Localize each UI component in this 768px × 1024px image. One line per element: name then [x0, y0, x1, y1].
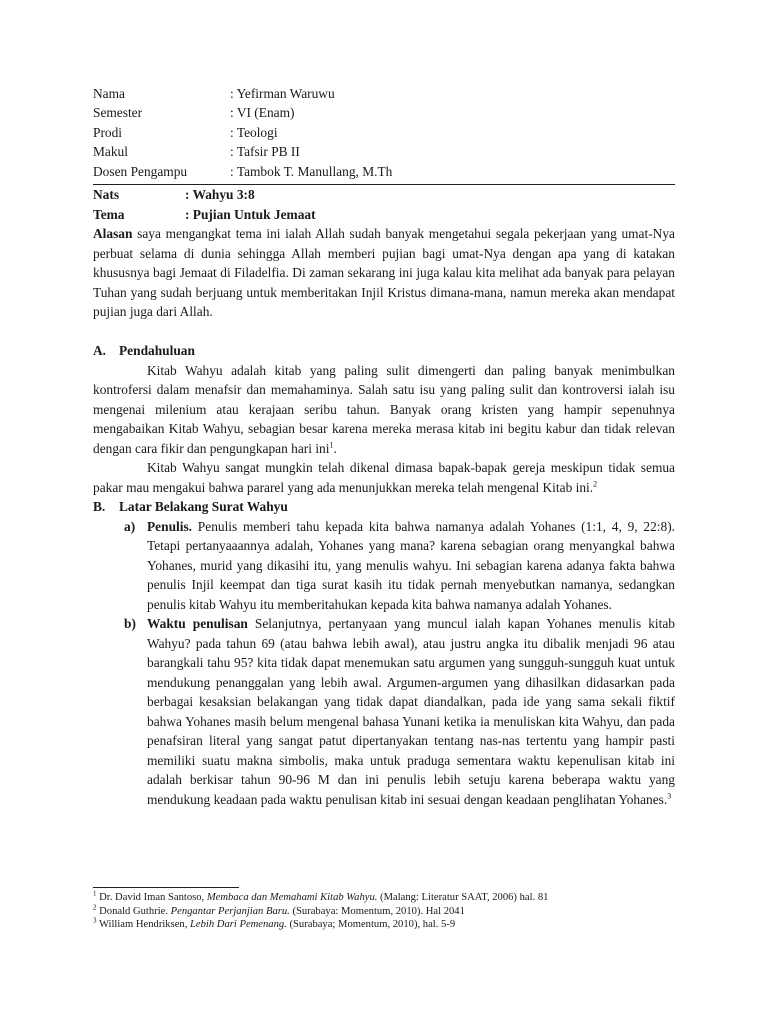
- section-a-heading: [93, 341, 675, 361]
- footnote-2: [93, 905, 675, 919]
- list-item-body: Selanjutnya, pertanyaan yang muncul ialah kapan Yohanes menulis kitab Wahyu? pada tahun 69 (atau bahwa lebih awal), atau justru angka itu dibalik menjadi 96 atau barangkali tahu 95? kita tidak dapat menemukan satu argumen yang sungguh-sungguh kuat untuk mendukung penanggalan yang lebih awal. Argumen-argumen yang dihasilkan didasarkan pada berbagai kesaksian belakangan yang tidak dapat diandalkan, pada ide yang sama sekali fiktif bahwa Yohanes masih belum mengenal bahasa Yunani ketika ia menuliskan kita Wahyu, dan pada penafsiran literal yang sangat patut dipertanyakan tentang nas-nas tertentu yang hampir pasti memiliki suatu makna simbolis, maka untuk praduga sementara waktu kepenulisan kitab ini adalah berkisar tahun 90-96 M dan ini penulis lebih setuju karena beberapa waktu yang mendukung keadaan pada waktu penulisan kitab ini sesuai dengan keadaan penglihatan Yohanes.: [147, 616, 675, 807]
- meta-row-semester: [93, 103, 675, 122]
- meta-label: Makul: [93, 144, 128, 160]
- section-title: Latar Belakang Surat Wahyu: [119, 499, 288, 515]
- student-info: [93, 84, 675, 181]
- meta-label: Prodi: [93, 124, 123, 140]
- footnote-ref[interactable]: 2: [593, 479, 598, 489]
- footnote-title: Membaca dan Memahami Kitab Wahyu.: [206, 892, 378, 903]
- footnote-number: 1: [93, 889, 97, 898]
- meta-value: : Tambok T. Manullang, M.Th: [230, 163, 393, 179]
- meta-row-nama: [93, 84, 675, 103]
- pendahuluan-paragraph-1: [93, 361, 675, 459]
- section-b-heading: [93, 497, 675, 517]
- footnotes: [93, 891, 675, 932]
- list-marker: a): [124, 518, 136, 534]
- meta-value: : VI (Enam): [230, 105, 295, 121]
- section-title: Pendahuluan: [119, 343, 195, 359]
- list-item-body: Penulis memberi tahu kepada kita bahwa namanya adalah Yohanes (1:1, 4, 9, 22:8). Tetapi pertanyaaannya adalah, Yohanes yang mana? karena sebagian orang menyangkal bahwa Yohanes, murid yang dikasihi itu, yang menulis wahyu. Ini sebagian karena adanya fakta bahwa penulis Injil keempat dan tiga surat kasih itu tidak pernah menyebutkan namanya, sedangkan penulis kitab Wahyu itu memberitahukan kepada kita bahwa namanya adalah Yohanes.: [147, 518, 675, 612]
- list-item-text: [147, 517, 675, 615]
- footnote-author: Dr. David Iman Santoso,: [96, 892, 207, 903]
- tema-row: [93, 205, 675, 225]
- meta-value: : Yefirman Waruwu: [230, 86, 335, 101]
- paragraph-text: Kitab Wahyu sangat mungkin telah dikenal dimasa bapak-bapak gereja meskipun tidak semua pakar mau mengakui bahwa pararel yang ada menunjukkan mereka telah mengenal Kitab ini.: [93, 460, 675, 495]
- footnote-title: Lebih Dari Pemenang.: [190, 919, 287, 931]
- footnote-publisher: (Surabaya: Momentum, 2010). Hal 2041: [289, 905, 465, 917]
- list-marker: b): [124, 616, 136, 632]
- footnote-divider: [93, 887, 239, 888]
- list-item-lead: Waktu penulisan: [147, 616, 248, 632]
- nats-row: [93, 185, 675, 205]
- meta-row-dosen: [93, 162, 675, 181]
- document-page: [93, 84, 675, 809]
- list-item-waktu-penulisan: [93, 614, 675, 809]
- list-item-lead: Penulis.: [147, 518, 193, 534]
- meta-label: Dosen Pengampu: [93, 163, 188, 179]
- section-number: B.: [93, 499, 106, 515]
- footnote-3: [93, 918, 675, 932]
- paragraph-end: .: [333, 440, 337, 456]
- alasan-lead: Alasan: [93, 226, 133, 242]
- footnote-1: [93, 891, 675, 905]
- meta-value: : Tafsir PB II: [230, 144, 300, 160]
- footnote-author: William Hendriksen,: [96, 919, 191, 931]
- tema-label: Tema: [93, 206, 125, 222]
- footnote-number: 2: [93, 903, 97, 912]
- footnote-publisher: (Malang: Literatur SAAT, 2006) hal. 81: [377, 892, 549, 903]
- section-number: A.: [93, 343, 107, 359]
- subsection-list: [93, 517, 675, 810]
- footnote-number: 3: [93, 916, 97, 925]
- footnote-ref[interactable]: 1: [329, 440, 334, 450]
- nats-label: Nats: [93, 186, 120, 202]
- nats-value: : Wahyu 3:8: [185, 186, 255, 202]
- footnote-title: Pengantar Perjanjian Baru.: [170, 905, 290, 917]
- meta-row-makul: [93, 142, 675, 161]
- pendahuluan-paragraph-2: [93, 458, 675, 497]
- alasan-paragraph: [93, 224, 675, 322]
- list-item-penulis: [93, 517, 675, 615]
- list-item-text: [147, 614, 675, 809]
- footnote-publisher: (Surabaya; Momentum, 2010), hal. 5-9: [286, 919, 456, 931]
- meta-label: Nama: [93, 86, 125, 101]
- tema-value: : Pujian Untuk Jemaat: [185, 206, 316, 222]
- meta-value: : Teologi: [230, 124, 278, 140]
- meta-row-prodi: [93, 123, 675, 142]
- meta-label: Semester: [93, 105, 143, 121]
- footnote-ref[interactable]: 3: [667, 791, 672, 801]
- footnote-author: Donald Guthrie.: [96, 905, 171, 917]
- paragraph-text: Kitab Wahyu adalah kitab yang paling sulit dimengerti dan paling banyak menimbulkan kontrofersi dalam menafsir dan memahaminya. Salah satu isu yang paling sulit dan kontroversi ialah isu mengenai milenium atau kerajaan seribu tahun. Banyak orang kristen yang hampir sepenuhnya mengabaikan Kitab Wahyu, sebagian besar karena mereka merasa kitab ini begitu kabur dan tidak relevan dengan cara fikir dan pengungkapan hari ini: [93, 362, 675, 456]
- alasan-text: saya mengangkat tema ini ialah Allah sudah banyak mengetahui segala pekerjaan yang umat-Nya perbuat selama di dunia sehingga Allah memberi pujian bagi umat-Nya dengan apa yang di katakan khususnya bagi Jemaat di Filadelfia. Di zaman sekarang ini juga kalau kita melihat ada banyak para pelayan Tuhan yang sudah berjuang untuk memberitakan Injil Kristus dimana-mana, namun mereka akan mendapat pujian juga dari Allah.: [93, 226, 675, 320]
